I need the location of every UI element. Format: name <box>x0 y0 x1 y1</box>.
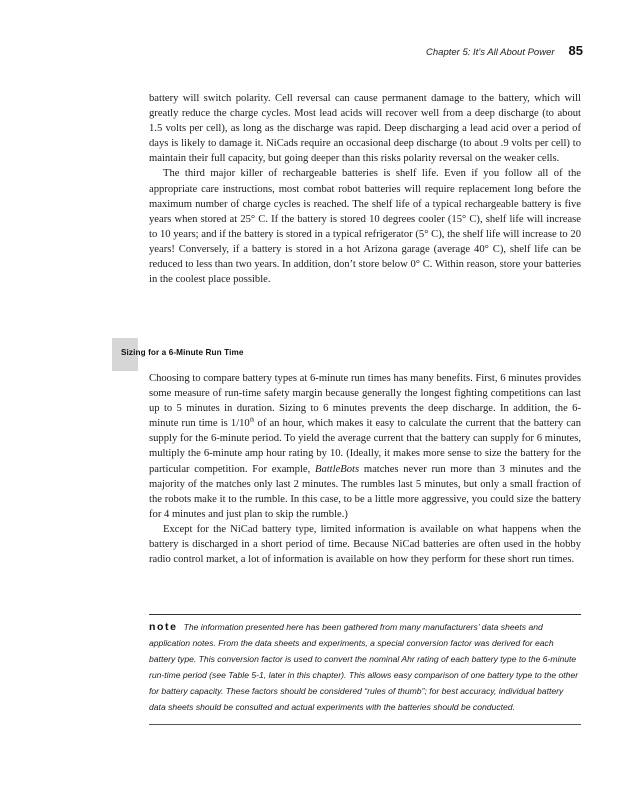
battlebots-italic: BattleBots <box>314 463 360 475</box>
body-text-section <box>149 371 581 567</box>
section-heading: Sizing for a 6-Minute Run Time <box>121 348 244 357</box>
paragraph-cell-reversal: battery will switch polarity. Cell reversal can cause permanent damage to the battery, which will greatly reduce the charge cycles. Most lead acids will recover well from a deep discharge (to about 1.5 volts per cell), as long as the discharge was rapid. Deep discharging a lead acid over a period of days is likely to damage it. NiCads require an occasional deep discharge (to about .9 volts per cell) to maintain their full capacity, but going deeper than this risks polarity reversal on the weaker cells. <box>149 93 581 165</box>
note-box <box>149 620 581 715</box>
body-text-top <box>149 91 581 287</box>
paragraph-six-minute <box>149 371 581 522</box>
paragraph-nicad: Except for the NiCad battery type, limited information is available on what happens when the battery is discharged in a short period of time. Because NiCad batteries are often used in the hobby radio control market, a lot of information is available on how they perform for these short run times. <box>149 523 581 566</box>
chapter-title: Chapter 5: It’s All About Power <box>426 47 555 58</box>
text-run: of an hour, which makes it easy to calculate the current that the battery can supply for the 6-minute period. To yield the average current that the battery can supply for 6 minutes, multiply the 6-minute amp hour rating by 10. (Ideally, it makes more sense to size the battery for the particular competition. For example, <box>149 418 581 475</box>
text-run: matches never run more than 3 minutes and the majority of the matches only last 2 minutes. The rumbles last 5 minutes, but only a small fraction of the robots make it to the rumble. In this case, to be a little more aggressive, you could size the battery for 4 minutes and just plan to skip the rumble.) <box>149 463 582 520</box>
note-top-rule <box>149 614 581 615</box>
note-text: The information presented here has been gathered from many manufacturers’ data sheets and application notes. From the data sheets and experiments, a special conversion factor was derived for each battery type. This conversion factor is used to convert the nominal Ahr rating of each battery type to the 6-minute run-time period (see Table 5-1, later in this chapter). This allows easy comparison of one battery type to the other for battery capacity. These factors should be considered “rules of thumb”; for best accuracy, individual battery data sheets should be consulted and actual experiments with the batteries should be conducted. <box>149 622 579 712</box>
text-run: Choosing to compare battery types at 6-minute run times has many benefits. First, 6 minutes provides some measure of run-time safety margin because generally the longest fighting competitions can last up to 5 minutes in duration. Sizing to 6 minutes prevents the deep discharge. In addition, the 6-minute run time is 1/10 <box>149 373 581 430</box>
paragraph-shelf-life: The third major killer of rechargeable batteries is shelf life. Even if you follow all of the appropriate care instructions, most combat robot batteries will require replacement long before the maximum number of charge cycles is reached. The shelf life of a typical rechargeable battery is five years when stored at 25° C. If the battery is stored 10 degrees cooler (15° C), shelf life will increase to 10 years; and if the battery is stored in a typical refrigerator (5° C), the shelf life will increase to 20 years! Conversely, if a battery is stored in a hot Arizona garage (average 40° C), shelf life can be reduced to less than two years. In addition, don’t store below 0° C. Within reason, store your batteries in the coolest place possible. <box>149 168 581 286</box>
note-bottom-rule <box>149 724 581 725</box>
note-label: note <box>149 621 178 633</box>
page-number: 85 <box>568 43 583 58</box>
superscript: th <box>249 417 255 424</box>
running-header <box>426 43 583 58</box>
